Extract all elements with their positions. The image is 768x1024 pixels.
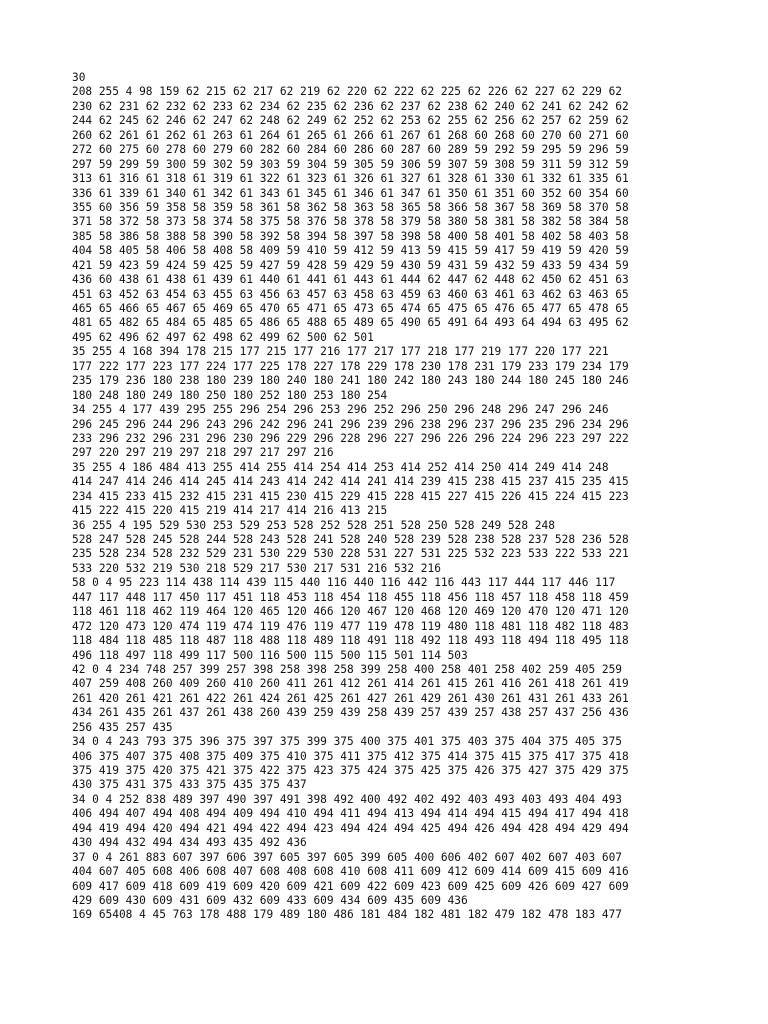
text-line: 430 494 432 494 434 493 435 492 436: [72, 836, 307, 850]
text-line: 261 420 261 421 261 422 261 424 261 425 261 427 261 429 261 430 261 431 261 433 261: [72, 691, 629, 705]
text-line: 609 417 609 418 609 419 609 420 609 421 609 422 609 423 609 425 609 426 609 427 609: [72, 879, 629, 893]
text-line: 495 62 496 62 497 62 498 62 499 62 500 62 501: [72, 330, 374, 344]
text-line: 415 222 415 220 415 219 414 217 414 216 413 215: [72, 504, 388, 518]
text-line: 429 609 430 609 431 609 432 609 433 609 434 609 435 609 436: [72, 893, 468, 907]
text-line: 35 255 4 186 484 413 255 414 255 414 254 414 253 414 252 414 250 414 249 414 248: [72, 460, 609, 474]
text-line: 472 120 473 120 474 119 474 119 476 119 477 119 478 119 480 118 481 118 482 118 483: [72, 619, 629, 633]
text-line: 230 62 231 62 232 62 233 62 234 62 235 62 236 62 237 62 238 62 240 62 241 62 242 62: [72, 99, 629, 113]
text-line: 430 375 431 375 433 375 435 375 437: [72, 778, 307, 792]
text-line: 533 220 532 219 530 218 529 217 530 217 531 216 532 216: [72, 561, 441, 575]
text-line: 208 255 4 98 159 62 215 62 217 62 219 62 220 62 222 62 225 62 226 62 227 62 229 62: [72, 85, 622, 99]
text-line: 406 375 407 375 408 375 409 375 410 375 411 375 412 375 414 375 415 375 417 375 418: [72, 749, 629, 763]
text-line: 421 59 423 59 424 59 425 59 427 59 428 59 429 59 430 59 431 59 432 59 433 59 434 59: [72, 258, 629, 272]
text-line: 244 62 245 62 246 62 247 62 248 62 249 62 252 62 253 62 255 62 256 62 257 62 259 62: [72, 114, 629, 128]
text-line: 447 117 448 117 450 117 451 118 453 118 454 118 455 118 456 118 457 118 458 118 459: [72, 590, 629, 604]
text-line: 481 65 482 65 484 65 485 65 486 65 488 65 489 65 490 65 491 64 493 64 494 63 495 62: [72, 316, 629, 330]
document-text-body: [72, 71, 762, 923]
text-line: 30: [72, 71, 86, 84]
text-line: 235 528 234 528 232 529 231 530 229 530 228 531 227 531 225 532 223 533 222 533 221: [72, 547, 629, 561]
text-line: 406 494 407 494 408 494 409 494 410 494 411 494 413 494 414 494 415 494 417 494 418: [72, 807, 629, 821]
text-line: 180 248 180 249 180 250 180 252 180 253 180 254: [72, 388, 388, 402]
text-line: 34 0 4 252 838 489 397 490 397 491 398 492 400 492 402 492 403 493 403 493 404 493: [72, 792, 622, 806]
text-line: 297 59 299 59 300 59 302 59 303 59 304 59 305 59 306 59 307 59 308 59 311 59 312 59: [72, 157, 629, 171]
text-line: 434 261 435 261 437 261 438 260 439 259 439 258 439 257 439 257 438 257 437 256 436: [72, 706, 629, 720]
text-line: 494 419 494 420 494 421 494 422 494 423 494 424 494 425 494 426 494 428 494 429 494: [72, 821, 629, 835]
text-line: 404 607 405 608 406 608 407 608 408 608 410 608 411 609 412 609 414 609 415 609 416: [72, 865, 629, 879]
text-line: 234 415 233 415 232 415 231 415 230 415 229 415 228 415 227 415 226 415 224 415 223: [72, 489, 629, 503]
text-line: 37 0 4 261 883 607 397 606 397 605 397 605 399 605 400 606 402 607 402 607 403 607: [72, 850, 622, 864]
text-line: 118 461 118 462 119 464 120 465 120 466 120 467 120 468 120 469 120 470 120 471 120: [72, 605, 629, 619]
text-line: 313 61 316 61 318 61 319 61 322 61 323 61 326 61 327 61 328 61 330 61 332 61 335 61: [72, 172, 629, 186]
text-line: 496 118 497 118 499 117 500 116 500 115 500 115 501 114 503: [72, 648, 468, 662]
text-line: 528 247 528 245 528 244 528 243 528 241 528 240 528 239 528 238 528 237 528 236 528: [72, 533, 629, 546]
text-line: 404 58 405 58 406 58 408 58 409 59 410 59 412 59 413 59 415 59 417 59 419 59 420 59: [72, 244, 629, 258]
text-line: 235 179 236 180 238 180 239 180 240 180 241 180 242 180 243 180 244 180 245 180 246: [72, 374, 629, 388]
text-line: 465 65 466 65 467 65 469 65 470 65 471 65 473 65 474 65 475 65 476 65 477 65 478 65: [72, 302, 629, 315]
text-line: 177 222 177 223 177 224 177 225 178 227 178 229 178 230 178 231 179 233 179 234 179: [72, 359, 629, 373]
text-line: 36 255 4 195 529 530 253 529 253 528 252 528 251 528 250 528 249 528 248: [72, 518, 555, 532]
text-line: 272 60 275 60 278 60 279 60 282 60 284 60 286 60 287 60 289 59 292 59 295 59 296 59: [72, 143, 629, 157]
text-line: 355 60 356 59 358 58 359 58 361 58 362 58 363 58 365 58 366 58 367 58 369 58 370 58: [72, 200, 629, 214]
text-line: 436 60 438 61 438 61 439 61 440 61 441 61 443 61 444 62 447 62 448 62 450 62 451 63: [72, 273, 629, 287]
text-line: 34 255 4 177 439 295 255 296 254 296 253 296 252 296 250 296 248 296 247 296 246: [72, 403, 609, 417]
text-line: 296 245 296 244 296 243 296 242 296 241 296 239 296 238 296 237 296 235 296 234 296: [72, 417, 629, 431]
text-line: 371 58 372 58 373 58 374 58 375 58 376 58 378 58 379 58 380 58 381 58 382 58 384 58: [72, 215, 629, 229]
text-line: 451 63 452 63 454 63 455 63 456 63 457 63 458 63 459 63 460 63 461 63 462 63 463 65: [72, 287, 629, 301]
text-line: 58 0 4 95 223 114 438 114 439 115 440 116 440 116 442 116 443 117 444 117 446 117: [72, 576, 616, 590]
text-line: 169 65408 4 45 763 178 488 179 489 180 486 181 484 182 481 182 479 182 478 183 477: [72, 908, 622, 922]
text-line: 256 435 257 435: [72, 720, 173, 734]
text-line: 414 247 414 246 414 245 414 243 414 242 414 241 414 239 415 238 415 237 415 235 415: [72, 475, 629, 489]
text-line: 260 62 261 61 262 61 263 61 264 61 265 61 266 61 267 61 268 60 268 60 270 60 271 60: [72, 128, 629, 142]
text-line: 336 61 339 61 340 61 342 61 343 61 345 61 346 61 347 61 350 61 351 60 352 60 354 60: [72, 186, 629, 200]
text-line: 297 220 297 219 297 218 297 217 297 216: [72, 446, 334, 460]
text-line: 35 255 4 168 394 178 215 177 215 177 216 177 217 177 218 177 219 177 220 177 221: [72, 345, 609, 359]
text-line: 118 484 118 485 118 487 118 488 118 489 118 491 118 492 118 493 118 494 118 495 118: [72, 634, 629, 648]
text-line: 385 58 386 58 388 58 390 58 392 58 394 58 397 58 398 58 400 58 401 58 402 58 403 58: [72, 229, 629, 243]
text-line: 407 259 408 260 409 260 410 260 411 261 412 261 414 261 415 261 416 261 418 261 419: [72, 677, 629, 691]
text-line: 375 419 375 420 375 421 375 422 375 423 375 424 375 425 375 426 375 427 375 429 375: [72, 764, 629, 777]
text-line: 233 296 232 296 231 296 230 296 229 296 228 296 227 296 226 296 224 296 223 297 222: [72, 431, 629, 445]
text-line: 34 0 4 243 793 375 396 375 397 375 399 375 400 375 401 375 403 375 404 375 405 375: [72, 735, 622, 749]
text-line: 42 0 4 234 748 257 399 257 398 258 398 258 399 258 400 258 401 258 402 259 405 259: [72, 662, 622, 676]
